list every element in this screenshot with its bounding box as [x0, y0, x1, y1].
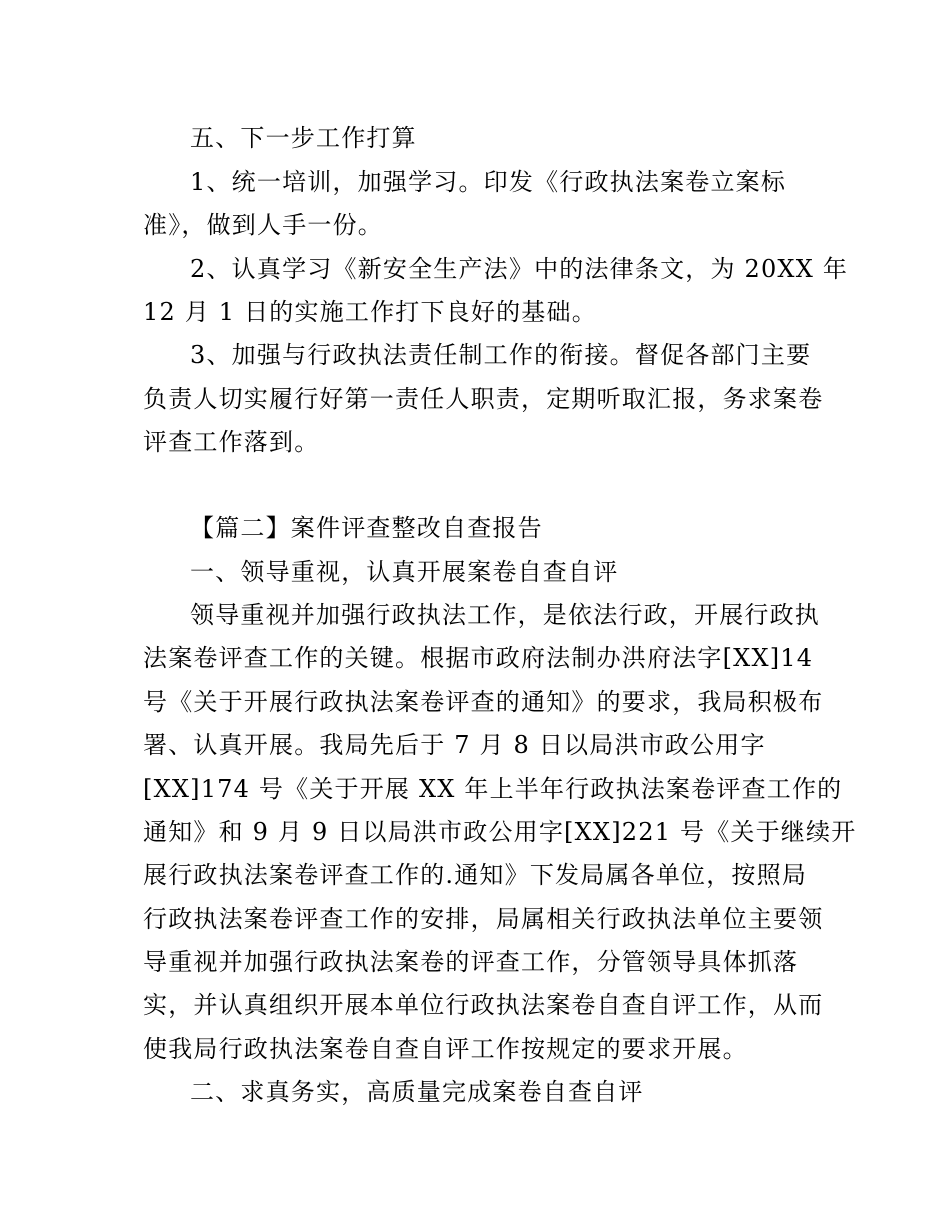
item-3-line-1: 3、加强与行政执法责任制工作的衔接。督促各部门主要 — [190, 341, 812, 369]
item-3-line-3: 评查工作落到。 — [143, 428, 320, 456]
paragraph-line: 导重视并加强行政执法案卷的评查工作，分管领导具体抓落 — [143, 948, 799, 976]
paragraph-line: 号《关于开展行政执法案卷评查的通知》的要求，我局积极布 — [143, 688, 824, 716]
part-2-title: 【篇二】案件评查整改自查报告 — [190, 514, 543, 542]
paragraph-line: 展行政执法案卷评查工作的.通知》下发局属各单位，按照局 — [143, 861, 808, 889]
paragraph-line: 法案卷评查工作的关键。根据市政府法制办洪府法字[XX]14 — [143, 644, 814, 672]
item-2-line-1: 2、认真学习《新安全生产法》中的法律条文，为 20XX 年 — [190, 255, 849, 283]
section-1-heading: 一、领导重视，认真开展案卷自查自评 — [190, 558, 619, 586]
item-1-line-1: 1、统一培训，加强学习。印发《行政执法案卷立案标 — [190, 168, 787, 196]
paragraph-line: 行政执法案卷评查工作的安排，局属相关行政执法单位主要领 — [143, 905, 824, 933]
paragraph-line: [XX]174 号《关于开展 XX 年上半年行政执法案卷评查工作的 — [143, 775, 843, 803]
item-1-line-2: 准》，做到人手一份。 — [143, 211, 383, 239]
paragraph-line: 实，并认真组织开展本单位行政执法案卷自查自评工作，从而 — [143, 991, 824, 1019]
section-heading-next-steps: 五、下一步工作打算 — [190, 124, 417, 152]
item-2-line-2: 12 月 1 日的实施工作打下良好的基础。 — [143, 298, 597, 326]
paragraph-line: 署、认真开展。我局先后于 7 月 8 日以局洪市政公用字 — [143, 731, 766, 759]
paragraph-line: 领导重视并加强行政执法工作，是依法行政，开展行政执 — [190, 601, 820, 629]
section-2-heading: 二、求真务实，高质量完成案卷自查自评 — [190, 1078, 644, 1106]
paragraph-line: 使我局行政执法案卷自查自评工作按规定的要求开展。 — [143, 1035, 748, 1063]
paragraph-line: 通知》和 9 月 9 日以局洪市政公用字[XX]221 号《关于继续开 — [143, 818, 857, 846]
item-3-line-2: 负责人切实履行好第一责任人职责，定期听取汇报，务求案卷 — [143, 385, 824, 413]
